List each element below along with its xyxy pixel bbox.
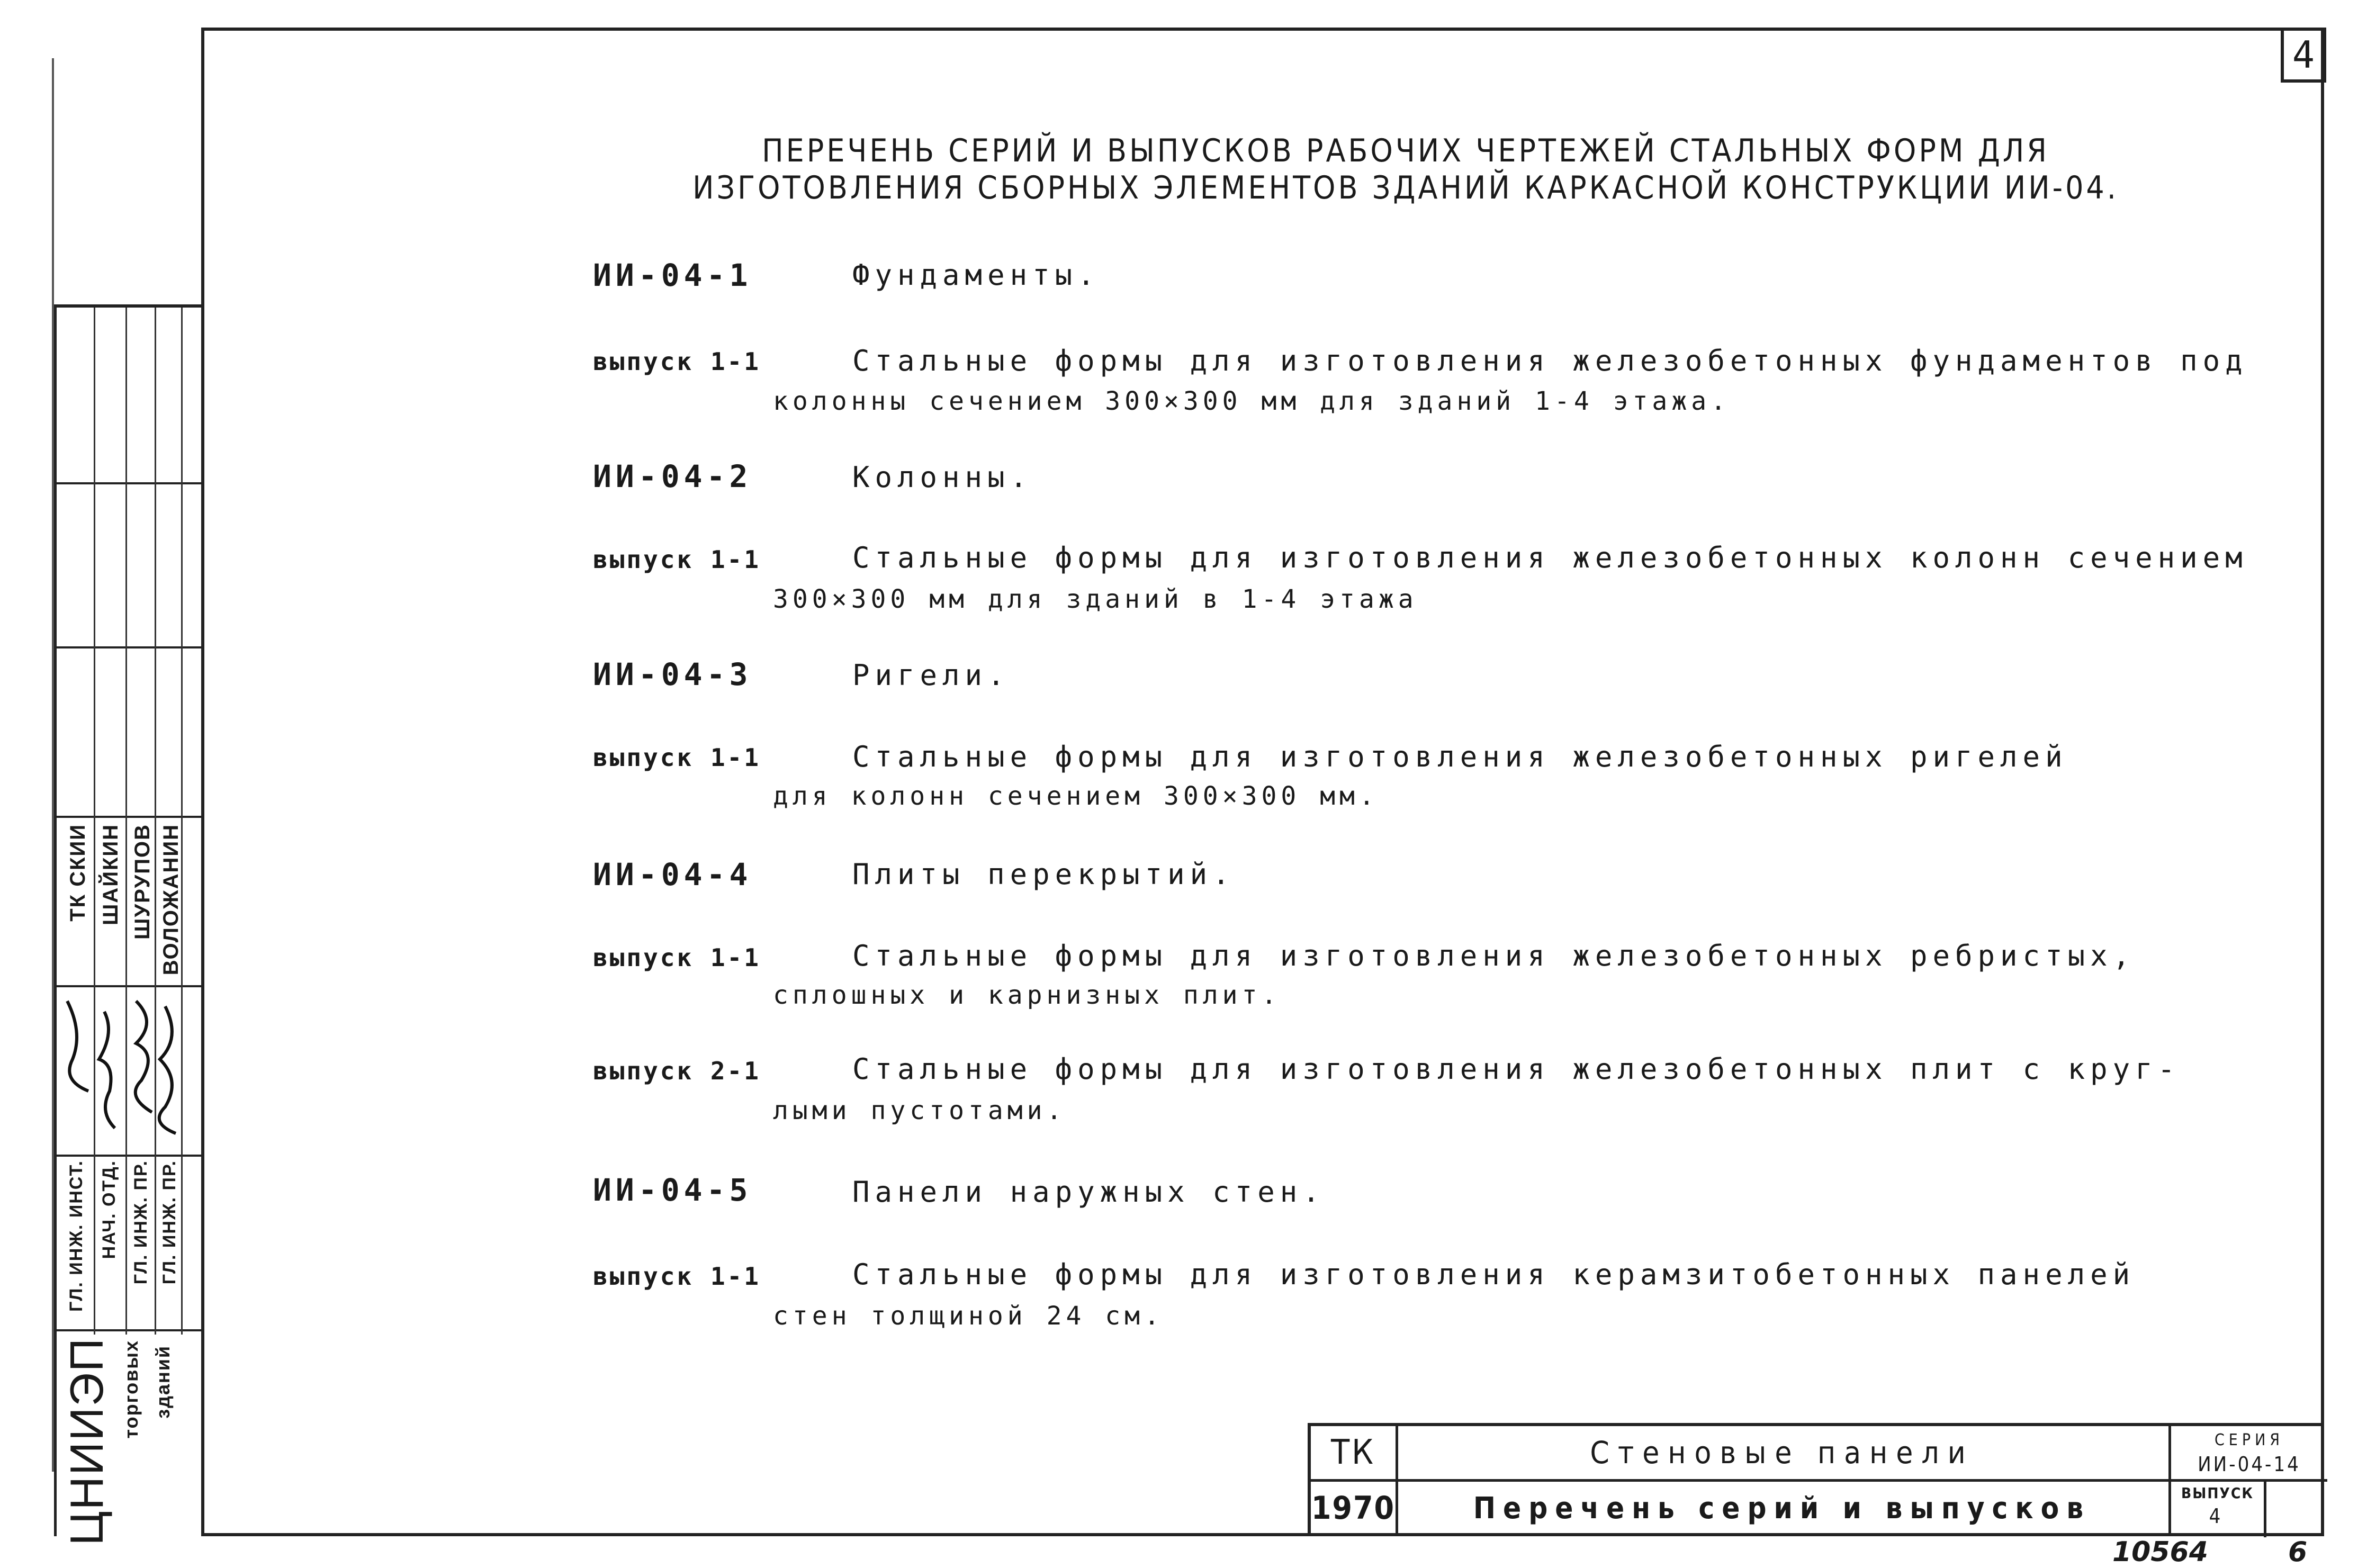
seria-label: СЕРИЯ (2214, 1430, 2284, 1449)
stamp-name: ТК СКИИ (66, 824, 89, 922)
stamp-name: ВОЛОЖАНИН (159, 824, 183, 976)
series-code: выпуск 1-1 (593, 943, 761, 972)
series-code: выпуск 1-1 (593, 545, 761, 574)
stamp-role: НАЧ. ОТД. (99, 1160, 119, 1259)
series-text-continued: для колонн сечением 300×300 мм. (773, 781, 1379, 811)
stamp-divider (57, 816, 201, 818)
stamp-name: ШАЙКИН (99, 824, 122, 925)
stamp-column-line (155, 308, 156, 1335)
series-text: Ригели. (852, 659, 1010, 692)
organisation-name: ЦНИИЭП (60, 1337, 113, 1546)
series-code: выпуск 2-1 (593, 1057, 761, 1085)
stamp-divider (57, 646, 201, 648)
tk-label: ТК (1330, 1433, 1376, 1472)
stamp-role: ГЛ. ИНЖ. ПР. (159, 1160, 179, 1285)
stamp-column-line (94, 308, 95, 1335)
series-code: ИИ-04-3 (593, 656, 752, 692)
series-text: Панели наружных стен. (852, 1175, 1325, 1209)
stamp-name: ШУРУПОВ (131, 824, 154, 940)
signatures-graphic (57, 990, 200, 1149)
series-text-continued: сплошных и карнизных плит. (773, 980, 1281, 1010)
stamp-divider (57, 1329, 201, 1331)
series-text-continued: колонны сечением 300×300 мм для зданий 1-4 этажа. (773, 386, 1731, 416)
series-text-continued: стен толщиной 24 см. (773, 1301, 1164, 1331)
drawing-name: Стеновые панели (1590, 1435, 1974, 1471)
archive-number: 10564 (2112, 1536, 2208, 1568)
stamp-role: ГЛ. ИНЖ. ПР. (131, 1160, 151, 1285)
document-title (625, 132, 2186, 206)
series-code: выпуск 1-1 (593, 1262, 761, 1291)
stamp-column-line (181, 308, 183, 1335)
series-text: Стальные формы для изготовления железобетонных колонн сечением (852, 541, 2248, 574)
seria-value: ИИ-04-14 (2198, 1453, 2301, 1476)
year: 1970 (1311, 1490, 1396, 1527)
title-block (1308, 1423, 2324, 1536)
series-text-continued: 300×300 мм для зданий в 1-4 этажа (773, 584, 1418, 614)
series-text: Стальные формы для изготовления железобетонных ригелей (852, 740, 2068, 773)
series-text: Стальные формы для изготовления железобетонных ребристых, (852, 939, 2136, 972)
title-block-divider (2264, 1479, 2266, 1537)
series-code: ИИ-04-4 (593, 857, 752, 893)
title-line-1: ПЕРЕЧЕНЬ СЕРИЙ И ВЫПУСКОВ РАБОЧИХ ЧЕРТЕЖЕЙ СТАЛЬНЫХ ФОРМ ДЛЯ (762, 132, 2049, 169)
series-text: Плиты перекрытий. (852, 858, 1235, 891)
stamp-role: ГЛ. ИНЖ. ИНСТ. (66, 1160, 86, 1312)
stamp-divider (57, 482, 201, 484)
stamp-divider (57, 1155, 201, 1157)
series-text-continued: лыми пустотами. (773, 1096, 1066, 1125)
series-text: Стальные формы для изготовления железобетонных фундаментов под (852, 344, 2248, 377)
approval-stamp (54, 304, 201, 1546)
series-text: Колонны. (852, 461, 1033, 494)
series-code: выпуск 1-1 (593, 743, 761, 772)
organisation-sub: торговых (120, 1340, 142, 1439)
vypusk-label: ВЫПУСК (2181, 1484, 2254, 1502)
organisation-sub: зданий (152, 1345, 174, 1419)
series-code: ИИ-04-1 (593, 257, 752, 293)
stamp-column-line (125, 308, 127, 1335)
series-text: Стальные формы для изготовления керамзитобетонных панелей (852, 1258, 2136, 1291)
drawing-subject: Перечень серий и выпусков (1473, 1491, 2091, 1526)
series-code: ИИ-04-2 (593, 458, 752, 494)
page-number: 4 (2281, 28, 2326, 83)
series-text: Стальные формы для изготовления железобетонных плит с круг- (852, 1052, 2181, 1086)
stamp-divider (57, 985, 201, 987)
series-code: ИИ-04-5 (593, 1172, 752, 1208)
sheet-number: 6 (2288, 1536, 2308, 1568)
title-line-2: ИЗГОТОВЛЕНИЯ СБОРНЫХ ЭЛЕМЕНТОВ ЗДАНИЙ КАРКАСНОЙ КОНСТРУКЦИИ ИИ-04. (692, 169, 2119, 206)
vypusk-value: 4 (2209, 1504, 2226, 1528)
series-code: выпуск 1-1 (593, 347, 761, 376)
series-text: Фундаменты. (852, 258, 1100, 292)
